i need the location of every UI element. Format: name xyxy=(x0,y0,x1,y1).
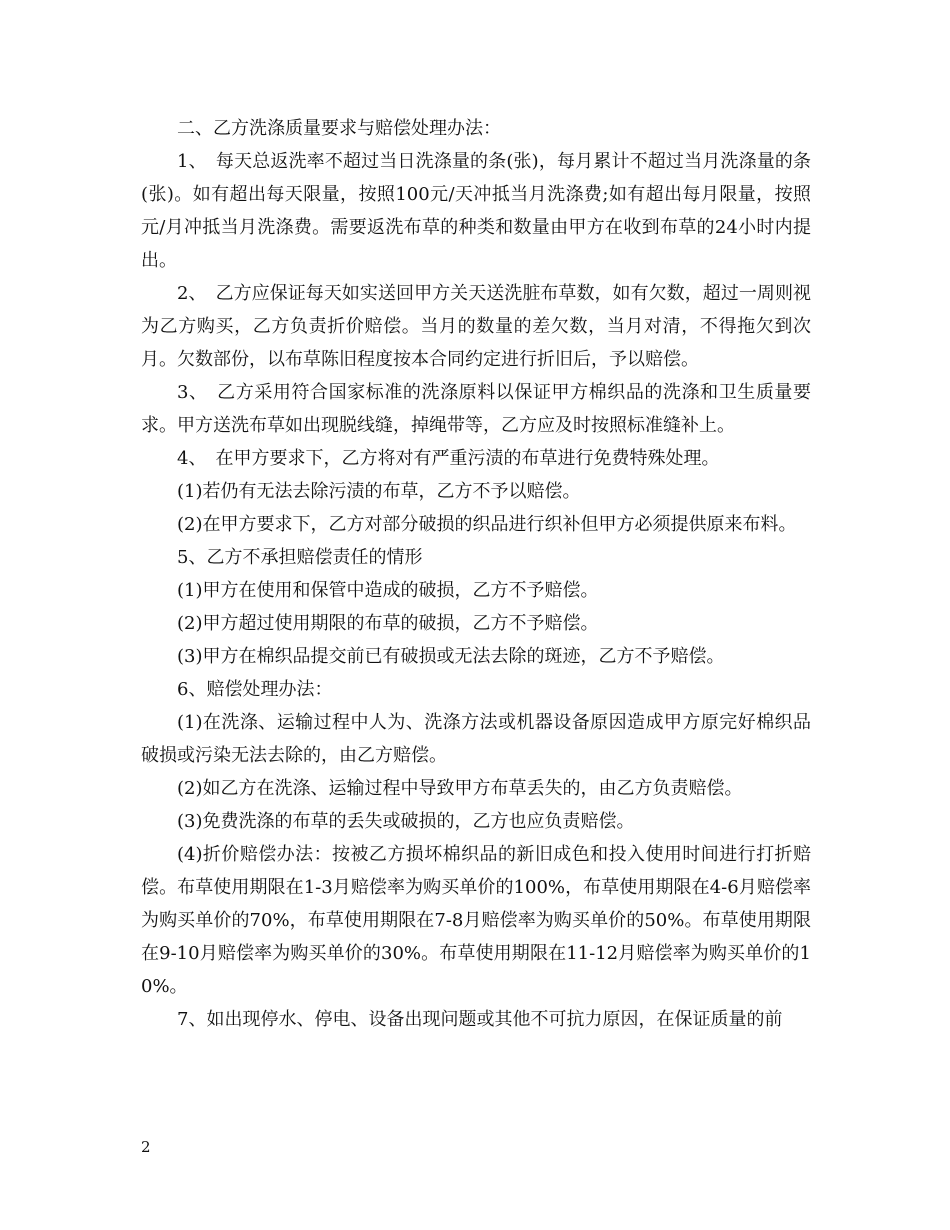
sub-clause-paragraph: (3)免费洗涤的布草的丢失或破损的，乙方也应负责赔偿。 xyxy=(177,811,635,832)
clause-paragraph: 6、赔偿处理办法： xyxy=(177,679,333,700)
clause-paragraph: 4、 在甲方要求下，乙方将对有严重污渍的布草进行免费特殊处理。 xyxy=(177,448,720,469)
page-number: 2 xyxy=(141,1138,151,1156)
sub-clause-paragraph: (2)在甲方要求下，乙方对部分破损的织品进行织补但甲方必须提供原来布料。 xyxy=(177,514,797,535)
sub-clause-paragraph: (2)如乙方在洗涤、运输过程中导致甲方布草丢失的，由乙方负责赔偿。 xyxy=(177,778,743,799)
section-heading: 二、乙方洗涤质量要求与赔偿处理办法： xyxy=(177,118,501,139)
clause-paragraph: 3、 乙方采用符合国家标准的洗涤原料以保证甲方棉织品的洗涤和卫生质量要求。甲方送洗布草如出现脱线缝，掉绳带等，乙方应及时按照标准缝补上。 xyxy=(141,382,811,436)
sub-clause-paragraph: (2)甲方超过使用期限的布草的破损，乙方不予赔偿。 xyxy=(177,613,599,634)
sub-clause-paragraph: (4)折价赔偿办法：按被乙方损坏棉织品的新旧成色和投入使用时间进行打折赔偿。布草使用期限在1-3月赔偿率为购买单价的100%，布草使用期限在4-6月赔偿率为购买单价的70%，布草使用期限在7-8月赔偿率为购买单价的50%。布草使用期限在9-10月赔偿率为购买单价的30%。布草使用期限在11-12月赔偿率为购买单价的10%。 xyxy=(141,844,811,997)
clause-paragraph: 7、如出现停水、停电、设备出现问题或其他不可抗力原因，在保证质量的前 xyxy=(177,1009,783,1030)
sub-clause-paragraph: (1)在洗涤、运输过程中人为、洗涤方法或机器设备原因造成甲方原完好棉织品破损或污染无法去除的，由乙方赔偿。 xyxy=(141,712,811,766)
clause-paragraph: 1、 每天总返洗率不超过当日洗涤量的条(张)，每月累计不超过当月洗涤量的条(张)。如有超出每天限量，按照100元/天冲抵当月洗涤费;如有超出每月限量，按照元/月冲抵当月洗涤费。需要返洗布草的种类和数量由甲方在收到布草的24小时内提出。 xyxy=(141,151,811,271)
clause-paragraph: 2、 乙方应保证每天如实送回甲方关天送洗脏布草数，如有欠数，超过一周则视为乙方购买，乙方负责折价赔偿。当月的数量的差欠数，当月对清，不得拖欠到次月。欠数部份，以布草陈旧程度按本合同约定进行折旧后，予以赔偿。 xyxy=(141,283,811,370)
clause-paragraph: 5、乙方不承担赔偿责任的情形 xyxy=(177,547,423,568)
sub-clause-paragraph: (1)若仍有无法去除污渍的布草，乙方不予以赔偿。 xyxy=(177,481,581,502)
sub-clause-paragraph: (3)甲方在棉织品提交前已有破损或无法去除的斑迹，乙方不予赔偿。 xyxy=(177,646,725,667)
document-body xyxy=(141,112,811,1036)
sub-clause-paragraph: (1)甲方在使用和保管中造成的破损，乙方不予赔偿。 xyxy=(177,580,599,601)
